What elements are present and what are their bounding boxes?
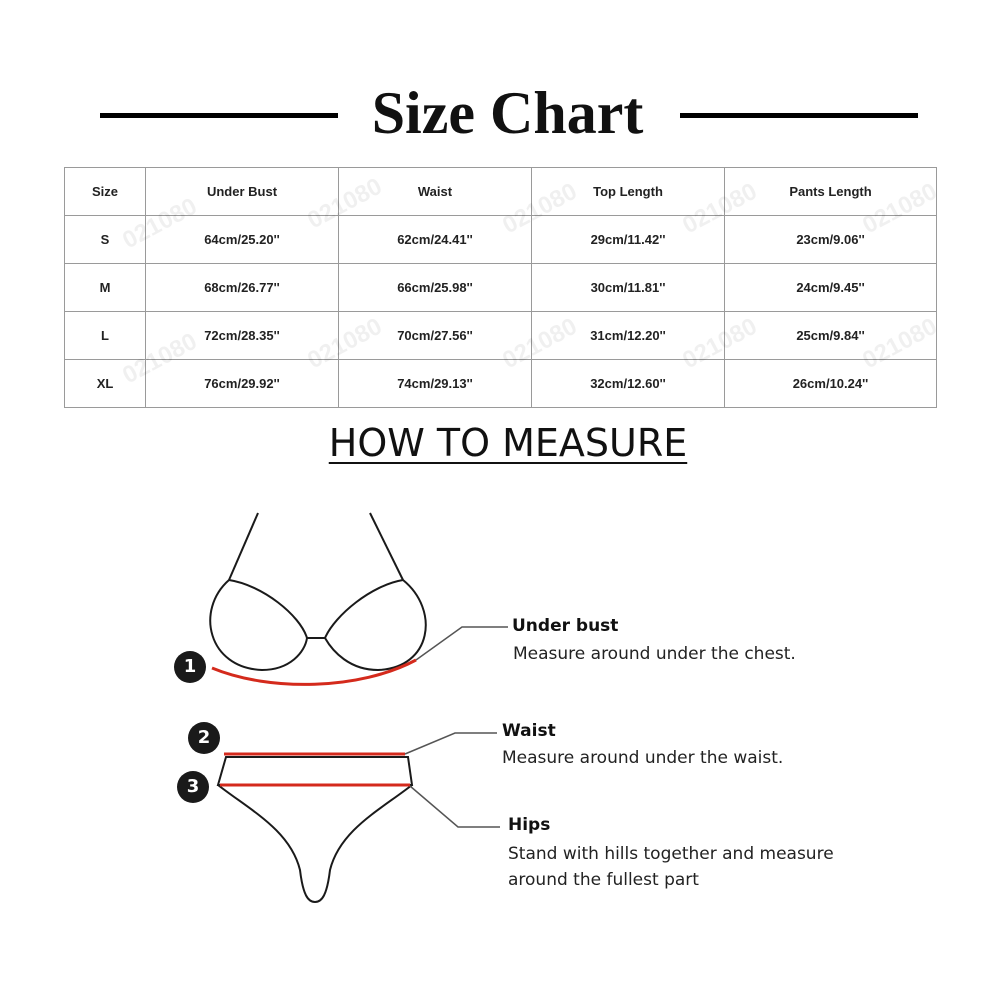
cell-pants-length: 24cm/9.45'' bbox=[725, 264, 937, 312]
under-bust-leader-line bbox=[416, 627, 508, 660]
hips-label: Hips bbox=[508, 815, 551, 835]
under-bust-description: Measure around under the chest. bbox=[513, 644, 796, 664]
watermark: 021080 bbox=[303, 312, 387, 375]
cell-top-length: 32cm/12.60'' bbox=[532, 360, 725, 408]
hips-leader-line bbox=[410, 786, 500, 827]
header-size: Size bbox=[65, 168, 146, 216]
cell-waist: 74cm/29.13'' bbox=[339, 360, 532, 408]
watermark: 021080 bbox=[858, 177, 942, 240]
watermark: 021080 bbox=[118, 327, 202, 390]
step-2-badge: 2 bbox=[188, 722, 220, 754]
cell-pants-length: 26cm/10.24'' bbox=[725, 360, 937, 408]
cell-waist: 62cm/24.41'' bbox=[339, 216, 532, 264]
cell-under-bust: 72cm/28.35'' bbox=[146, 312, 339, 360]
cell-under-bust: 68cm/26.77'' bbox=[146, 264, 339, 312]
cell-top-length: 30cm/11.81'' bbox=[532, 264, 725, 312]
cell-pants-length: 25cm/9.84'' bbox=[725, 312, 937, 360]
hips-description-line-2: around the fullest part bbox=[508, 870, 699, 890]
cell-under-bust: 76cm/29.92'' bbox=[146, 360, 339, 408]
watermark: 021080 bbox=[858, 312, 942, 375]
step-3-badge: 3 bbox=[177, 771, 209, 803]
cell-size: XL bbox=[65, 360, 146, 408]
cell-size: M bbox=[65, 264, 146, 312]
bikini-top-drawing bbox=[210, 513, 425, 670]
cell-top-length: 31cm/12.20'' bbox=[532, 312, 725, 360]
watermark: 021080 bbox=[303, 172, 387, 235]
waist-label: Waist bbox=[502, 721, 556, 741]
cell-top-length: 29cm/11.42'' bbox=[532, 216, 725, 264]
cell-under-bust: 64cm/25.20'' bbox=[146, 216, 339, 264]
watermark: 021080 bbox=[498, 312, 582, 375]
watermark: 021080 bbox=[678, 177, 762, 240]
header-under-bust: Under Bust bbox=[146, 168, 339, 216]
cell-size: S bbox=[65, 216, 146, 264]
cell-waist: 70cm/27.56'' bbox=[339, 312, 532, 360]
bikini-bottom-drawing bbox=[218, 757, 412, 902]
waist-leader-line bbox=[405, 733, 497, 754]
cell-pants-length: 23cm/9.06'' bbox=[725, 216, 937, 264]
header-waist: Waist bbox=[339, 168, 532, 216]
header-top-length: Top Length bbox=[532, 168, 725, 216]
hips-description-line-1: Stand with hills together and measure bbox=[508, 844, 834, 864]
header-pants-length: Pants Length bbox=[725, 168, 937, 216]
watermark: 021080 bbox=[498, 177, 582, 240]
under-bust-label: Under bust bbox=[512, 616, 619, 636]
cell-waist: 66cm/25.98'' bbox=[339, 264, 532, 312]
waist-description: Measure around under the waist. bbox=[502, 748, 784, 768]
cell-size: L bbox=[65, 312, 146, 360]
watermark: 021080 bbox=[118, 192, 202, 255]
step-1-badge: 1 bbox=[174, 651, 206, 683]
how-to-measure-title: HOW TO MEASURE bbox=[328, 421, 688, 465]
watermark: 021080 bbox=[678, 312, 762, 375]
under-bust-measure-line bbox=[212, 660, 416, 684]
page-title: Size Chart bbox=[371, 80, 644, 146]
